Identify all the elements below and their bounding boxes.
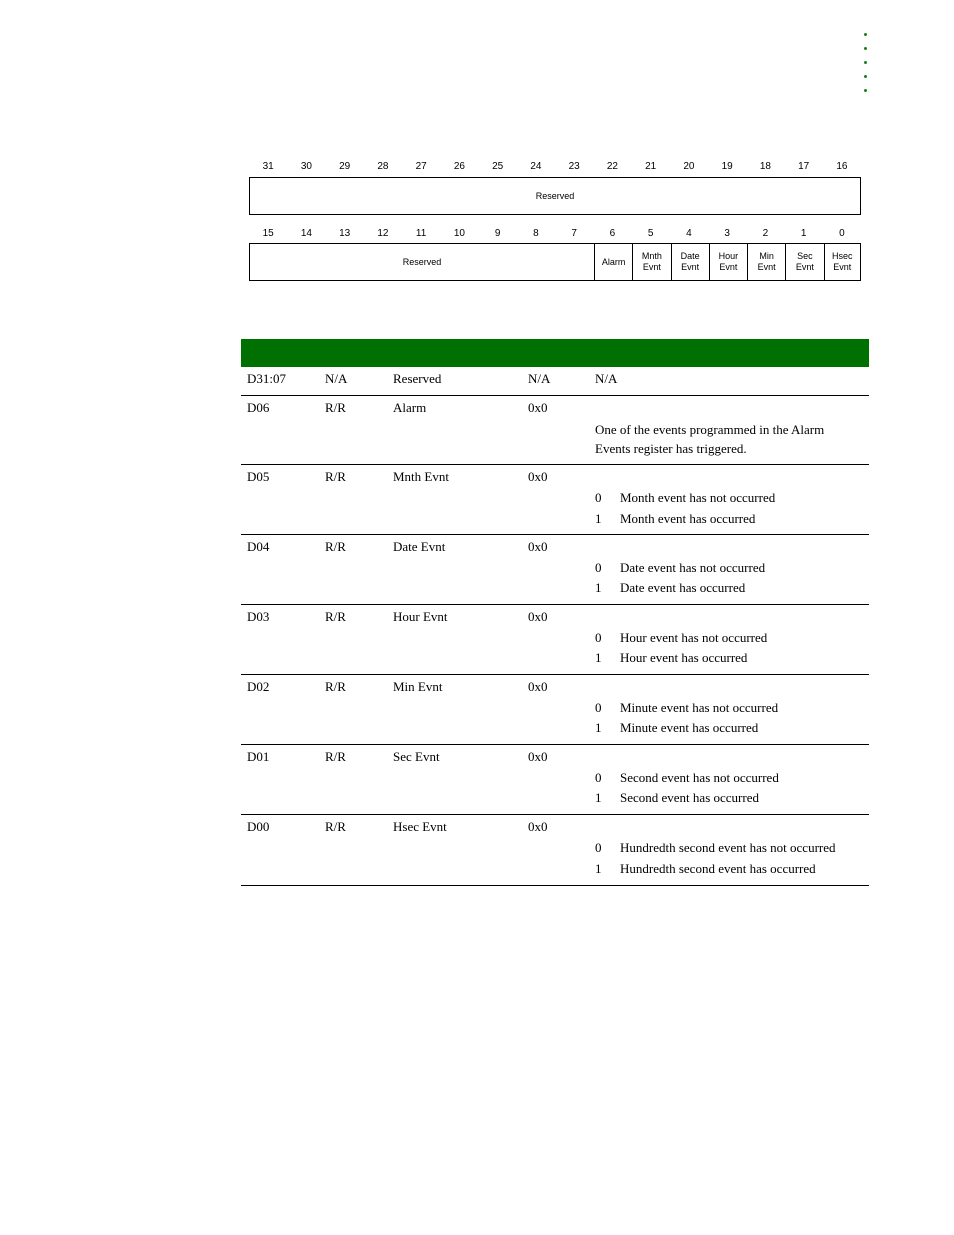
value-line bbox=[595, 648, 865, 668]
table-row bbox=[241, 367, 869, 396]
value-text: Minute event has occurred bbox=[620, 720, 759, 735]
field-label-line: Evnt bbox=[681, 262, 700, 272]
bit-number: 7 bbox=[571, 228, 577, 239]
reset-cell: 0x0 bbox=[528, 469, 548, 484]
table-row bbox=[241, 396, 869, 465]
reset-cell: 0x0 bbox=[528, 749, 548, 764]
bit-number: 18 bbox=[759, 161, 771, 172]
name-cell: Mnth Evnt bbox=[393, 469, 449, 484]
date-evnt-field bbox=[671, 244, 709, 280]
bit-number: 11 bbox=[415, 228, 427, 239]
bits-cell: D06 bbox=[247, 400, 270, 415]
field-label-line: Hsec bbox=[831, 251, 853, 261]
bits-cell: D05 bbox=[247, 469, 270, 484]
field-label-line: Evnt bbox=[795, 262, 814, 272]
bit-number: 0 bbox=[839, 228, 845, 239]
value-code: 1 bbox=[595, 511, 602, 526]
value-line bbox=[595, 488, 865, 508]
access-cell: R/R bbox=[325, 679, 346, 694]
bit-number: 3 bbox=[724, 228, 730, 239]
reserved-label: Reserved bbox=[402, 256, 442, 267]
access-cell: R/R bbox=[325, 819, 346, 834]
alarm-label: Alarm bbox=[601, 256, 626, 267]
lower-register-box bbox=[249, 243, 861, 281]
value-text: Month event has occurred bbox=[620, 511, 756, 526]
bit-number: 17 bbox=[798, 161, 810, 172]
bit-number: 16 bbox=[836, 161, 848, 172]
value-code: 0 bbox=[595, 630, 602, 645]
value-code: 1 bbox=[595, 650, 602, 665]
bit-number: 13 bbox=[339, 228, 351, 239]
reset-cell: 0x0 bbox=[528, 679, 548, 694]
value-code: 0 bbox=[595, 700, 602, 715]
bit-number: 2 bbox=[762, 228, 769, 239]
bit-number: 10 bbox=[453, 228, 465, 239]
reset-cell: 0x0 bbox=[528, 400, 548, 415]
hour-evnt-field bbox=[709, 244, 747, 280]
access-cell: R/R bbox=[325, 539, 346, 554]
bit-number: 9 bbox=[494, 228, 501, 239]
table-row bbox=[241, 605, 869, 675]
value-text: Hour event has not occurred bbox=[620, 630, 768, 645]
bit-number: 21 bbox=[645, 161, 657, 172]
table-header-bar bbox=[241, 339, 869, 367]
field-label-line: Hour bbox=[718, 251, 739, 261]
alarm-field bbox=[594, 244, 632, 280]
name-cell: Alarm bbox=[393, 400, 427, 415]
marker-dot bbox=[864, 75, 867, 78]
bit-number: 5 bbox=[647, 228, 654, 239]
hsec-evnt-field bbox=[824, 244, 861, 280]
bits-cell: D04 bbox=[247, 539, 270, 554]
min-evnt-field bbox=[747, 244, 785, 280]
bit-number: 20 bbox=[683, 161, 695, 172]
marker-dot bbox=[864, 33, 867, 36]
upper-bit-numbers bbox=[249, 161, 861, 175]
name-cell: Hsec Evnt bbox=[393, 819, 447, 834]
value-code: 0 bbox=[595, 770, 602, 785]
bit-number: 15 bbox=[262, 228, 274, 239]
field-label-line: Evnt bbox=[642, 262, 661, 272]
table-row bbox=[241, 675, 869, 745]
bits-cell: D01 bbox=[247, 749, 270, 764]
value-code: 1 bbox=[595, 580, 602, 595]
sec-evnt-field bbox=[785, 244, 823, 280]
register-table bbox=[241, 367, 869, 886]
page-marker-dots bbox=[864, 33, 870, 103]
table-row bbox=[241, 465, 869, 535]
bit-number: 6 bbox=[609, 228, 616, 239]
access-cell: R/R bbox=[325, 400, 346, 415]
name-cell: Hour Evnt bbox=[393, 609, 448, 624]
value-line bbox=[595, 718, 865, 738]
name-cell: Reserved bbox=[393, 371, 442, 386]
bit-number: 4 bbox=[686, 228, 692, 239]
value-text: Minute event has not occurred bbox=[620, 700, 779, 715]
reserved-field bbox=[250, 178, 860, 214]
access-cell: R/R bbox=[325, 469, 346, 484]
description-cell: One of the events programmed in the Alarm Events register has triggered. bbox=[595, 422, 825, 456]
name-cell: Min Evnt bbox=[393, 679, 443, 694]
table-row bbox=[241, 745, 869, 815]
bits-cell: D02 bbox=[247, 679, 270, 694]
value-code: 1 bbox=[595, 790, 602, 805]
value-line bbox=[595, 768, 865, 788]
access-cell: R/R bbox=[325, 609, 346, 624]
marker-dot bbox=[864, 89, 867, 92]
value-line bbox=[595, 698, 865, 718]
bit-number: 31 bbox=[262, 161, 274, 172]
bit-number: 26 bbox=[453, 161, 465, 172]
bit-number: 22 bbox=[606, 161, 618, 172]
field-label-line: Evnt bbox=[833, 262, 852, 272]
bit-number: 28 bbox=[377, 161, 389, 172]
reset-cell: 0x0 bbox=[528, 539, 548, 554]
value-code: 1 bbox=[595, 720, 602, 735]
value-text: Second event has not occurred bbox=[620, 770, 779, 785]
value-line bbox=[595, 558, 865, 578]
bit-number: 27 bbox=[415, 161, 427, 172]
field-label-line: Min bbox=[759, 251, 774, 261]
name-cell: Date Evnt bbox=[393, 539, 446, 554]
marker-dot bbox=[864, 47, 867, 50]
field-label-line: Evnt bbox=[719, 262, 738, 272]
value-line bbox=[595, 578, 865, 598]
description-cell: N/A bbox=[595, 371, 618, 386]
field-label-line: Mnth bbox=[641, 251, 662, 261]
value-code: 0 bbox=[595, 560, 602, 575]
value-text: Hour event has occurred bbox=[620, 650, 748, 665]
value-code: 0 bbox=[595, 490, 602, 505]
value-text: Date event has not occurred bbox=[620, 560, 766, 575]
reset-cell: 0x0 bbox=[528, 609, 548, 624]
bit-number: 30 bbox=[300, 161, 312, 172]
mnth-evnt-field bbox=[632, 244, 670, 280]
table-row bbox=[241, 535, 869, 605]
bits-cell: D00 bbox=[247, 819, 270, 834]
upper-register-box bbox=[249, 177, 861, 215]
value-line bbox=[595, 838, 865, 858]
value-text: Date event has occurred bbox=[620, 580, 746, 595]
bit-number: 12 bbox=[377, 228, 389, 239]
field-label-line: Date bbox=[680, 251, 700, 261]
bit-number: 1 bbox=[800, 228, 807, 239]
reserved-field bbox=[250, 244, 594, 280]
value-text: Hundredth second event has not occurred bbox=[620, 840, 836, 855]
marker-dot bbox=[864, 61, 867, 64]
value-line bbox=[595, 628, 865, 648]
reset-cell: 0x0 bbox=[528, 819, 548, 834]
access-cell: R/R bbox=[325, 749, 346, 764]
access-cell: N/A bbox=[325, 371, 348, 386]
bits-cell: D03 bbox=[247, 609, 270, 624]
reset-cell: N/A bbox=[528, 371, 551, 386]
field-label-line: Evnt bbox=[757, 262, 776, 272]
field-label-line: Sec bbox=[797, 251, 813, 261]
value-line bbox=[595, 509, 865, 529]
name-cell: Sec Evnt bbox=[393, 749, 440, 764]
value-text: Month event has not occurred bbox=[620, 490, 776, 505]
bit-number: 24 bbox=[530, 161, 542, 172]
value-line bbox=[595, 788, 865, 808]
table-row bbox=[241, 815, 869, 886]
lower-bit-numbers bbox=[249, 228, 861, 242]
value-text: Hundredth second event has occurred bbox=[620, 861, 816, 876]
bit-number: 8 bbox=[533, 228, 539, 239]
bits-cell: D31:07 bbox=[247, 371, 286, 386]
bit-number: 23 bbox=[568, 161, 580, 172]
bit-number: 14 bbox=[300, 228, 312, 239]
bit-number: 25 bbox=[492, 161, 504, 172]
value-code: 1 bbox=[595, 861, 602, 876]
value-code: 0 bbox=[595, 840, 602, 855]
bit-number: 19 bbox=[721, 161, 733, 172]
reserved-label: Reserved bbox=[535, 190, 575, 201]
value-line bbox=[595, 859, 865, 879]
value-text: Second event has occurred bbox=[620, 790, 759, 805]
bit-number: 29 bbox=[339, 161, 351, 172]
